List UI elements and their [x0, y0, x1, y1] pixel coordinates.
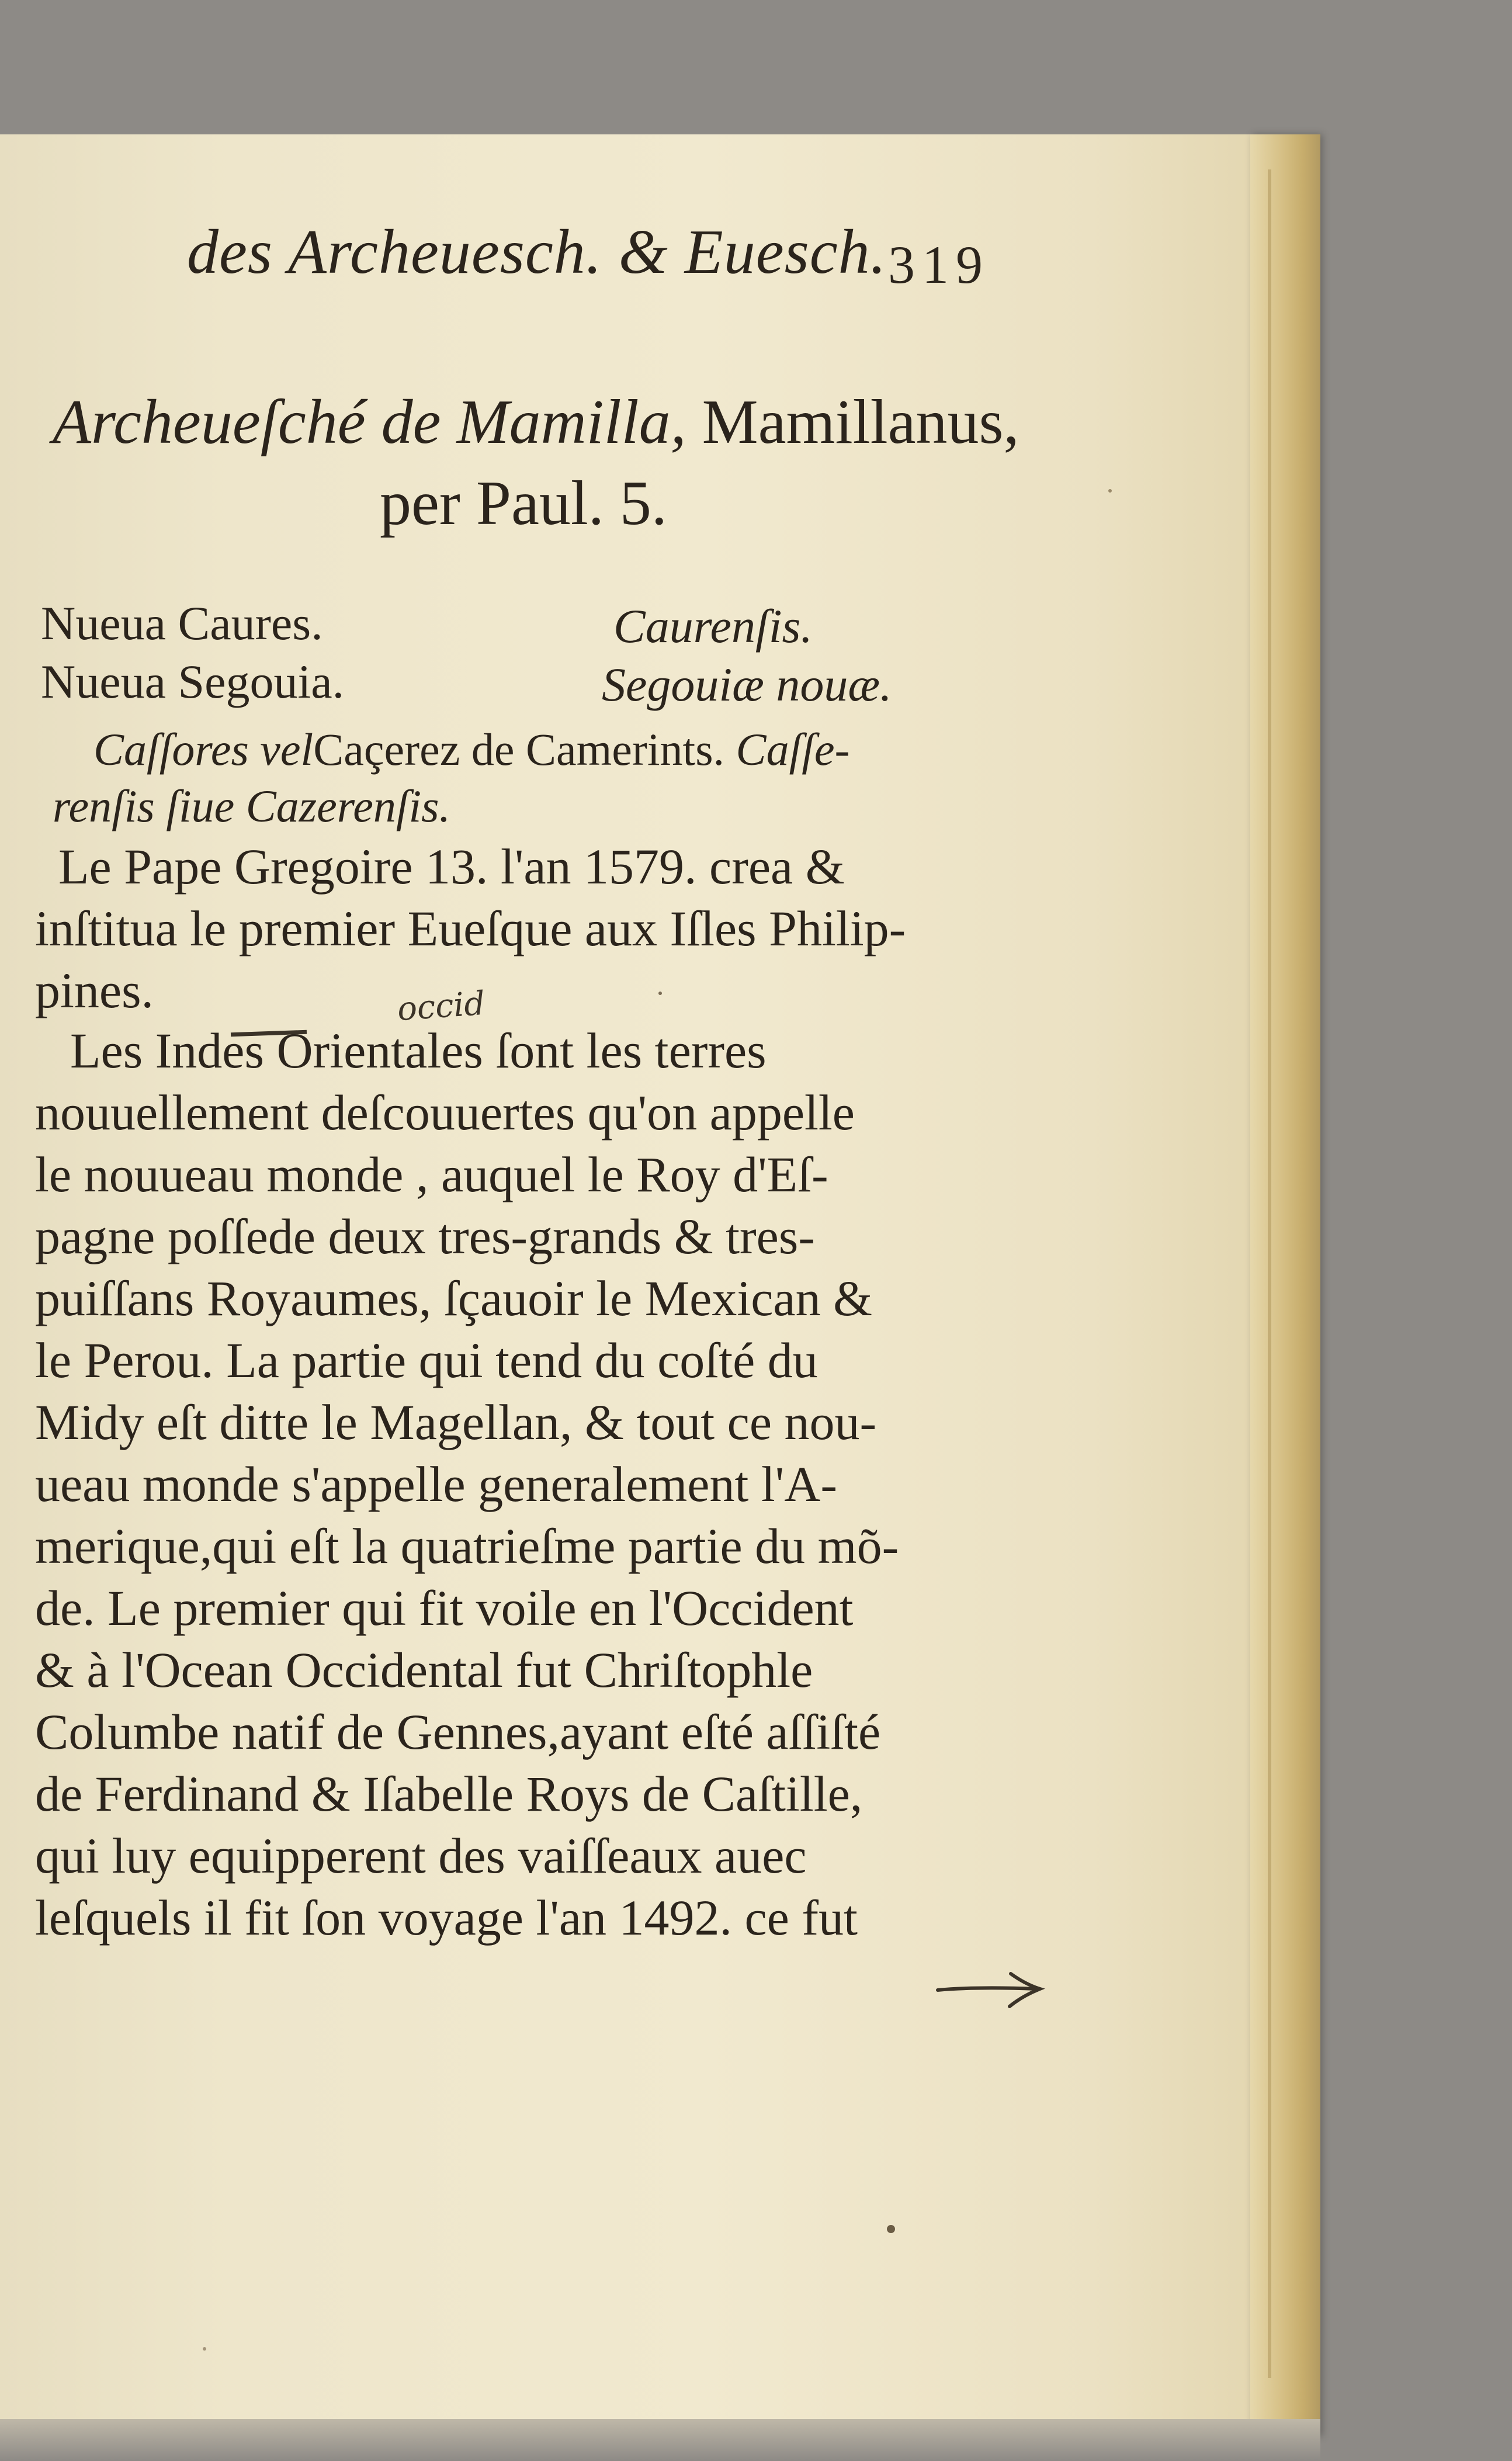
text-line: leſquels il fit ſon voyage l'an 1492. ce fut	[35, 1890, 858, 1946]
text-line: puiſſans Royaumes, ſçauoir le Mexican &	[35, 1270, 872, 1326]
cassores-italic-tail: Caſſe-	[736, 724, 850, 775]
heading-line-2: per Paul. 5.	[380, 469, 667, 538]
text-line: le Perou. La partie qui tend du coſté du	[35, 1332, 818, 1388]
handwritten-correction: occid	[396, 984, 487, 1029]
cassores-line-2: renſis ſiue Cazerenſis.	[53, 781, 451, 831]
text-line: nouuellement deſcouuertes qu'on appelle	[35, 1084, 855, 1141]
see-latin-name: Caurenſis.	[613, 599, 813, 653]
heading-italic: Archeueſché de Mamilla,	[53, 387, 686, 457]
text-line: le nouueau monde , auquel le Roy d'Eſ-	[35, 1146, 828, 1202]
text-line: ueau monde s'appelle generalement l'A-	[35, 1456, 837, 1512]
text-line: merique,qui eſt la quatrieſme partie du mõ-	[35, 1518, 899, 1574]
text-line: inſtitua le premier Eueſque aux Iſles Philip-	[35, 900, 906, 956]
page-number: 319	[888, 235, 990, 294]
running-head: des Archeuesch. & Euesch.	[187, 217, 887, 287]
text-line: & à l'Ocean Occidental fut Chriſtophle	[35, 1642, 813, 1698]
cassores-italic-lead: Caſſores vel	[93, 724, 314, 775]
text-line: pagne poſſede deux tres-grands & tres-	[35, 1208, 815, 1264]
text-line: Les Indes Orientales ſont les terres	[70, 1022, 767, 1079]
heading-roman: Mamillanus,	[702, 387, 1019, 457]
see-name: Nueua Caures.	[41, 597, 323, 650]
text-line: qui luy equipperent des vaiſſeaux auec	[35, 1828, 807, 1884]
text-line: Le Pape Gregoire 13. l'an 1579. crea &	[58, 838, 845, 895]
see-name: Nueua Segouia.	[41, 655, 345, 708]
text-line: Columbe natif de Gennes,ayant eſté aſſiſté	[35, 1704, 881, 1760]
text-line: de. Le premier qui fit voile en l'Occident	[35, 1580, 854, 1636]
cassores-text: Caçerez de Camerints.	[313, 724, 725, 775]
see-latin-name: Segouiæ nouæ.	[602, 658, 892, 711]
text-line: de Ferdinand & Iſabelle Roys de Caſtille,	[35, 1766, 863, 1822]
text-line: Midy eſt ditte le Magellan, & tout ce nou-	[35, 1394, 877, 1450]
text-line: pines.	[35, 962, 154, 1018]
